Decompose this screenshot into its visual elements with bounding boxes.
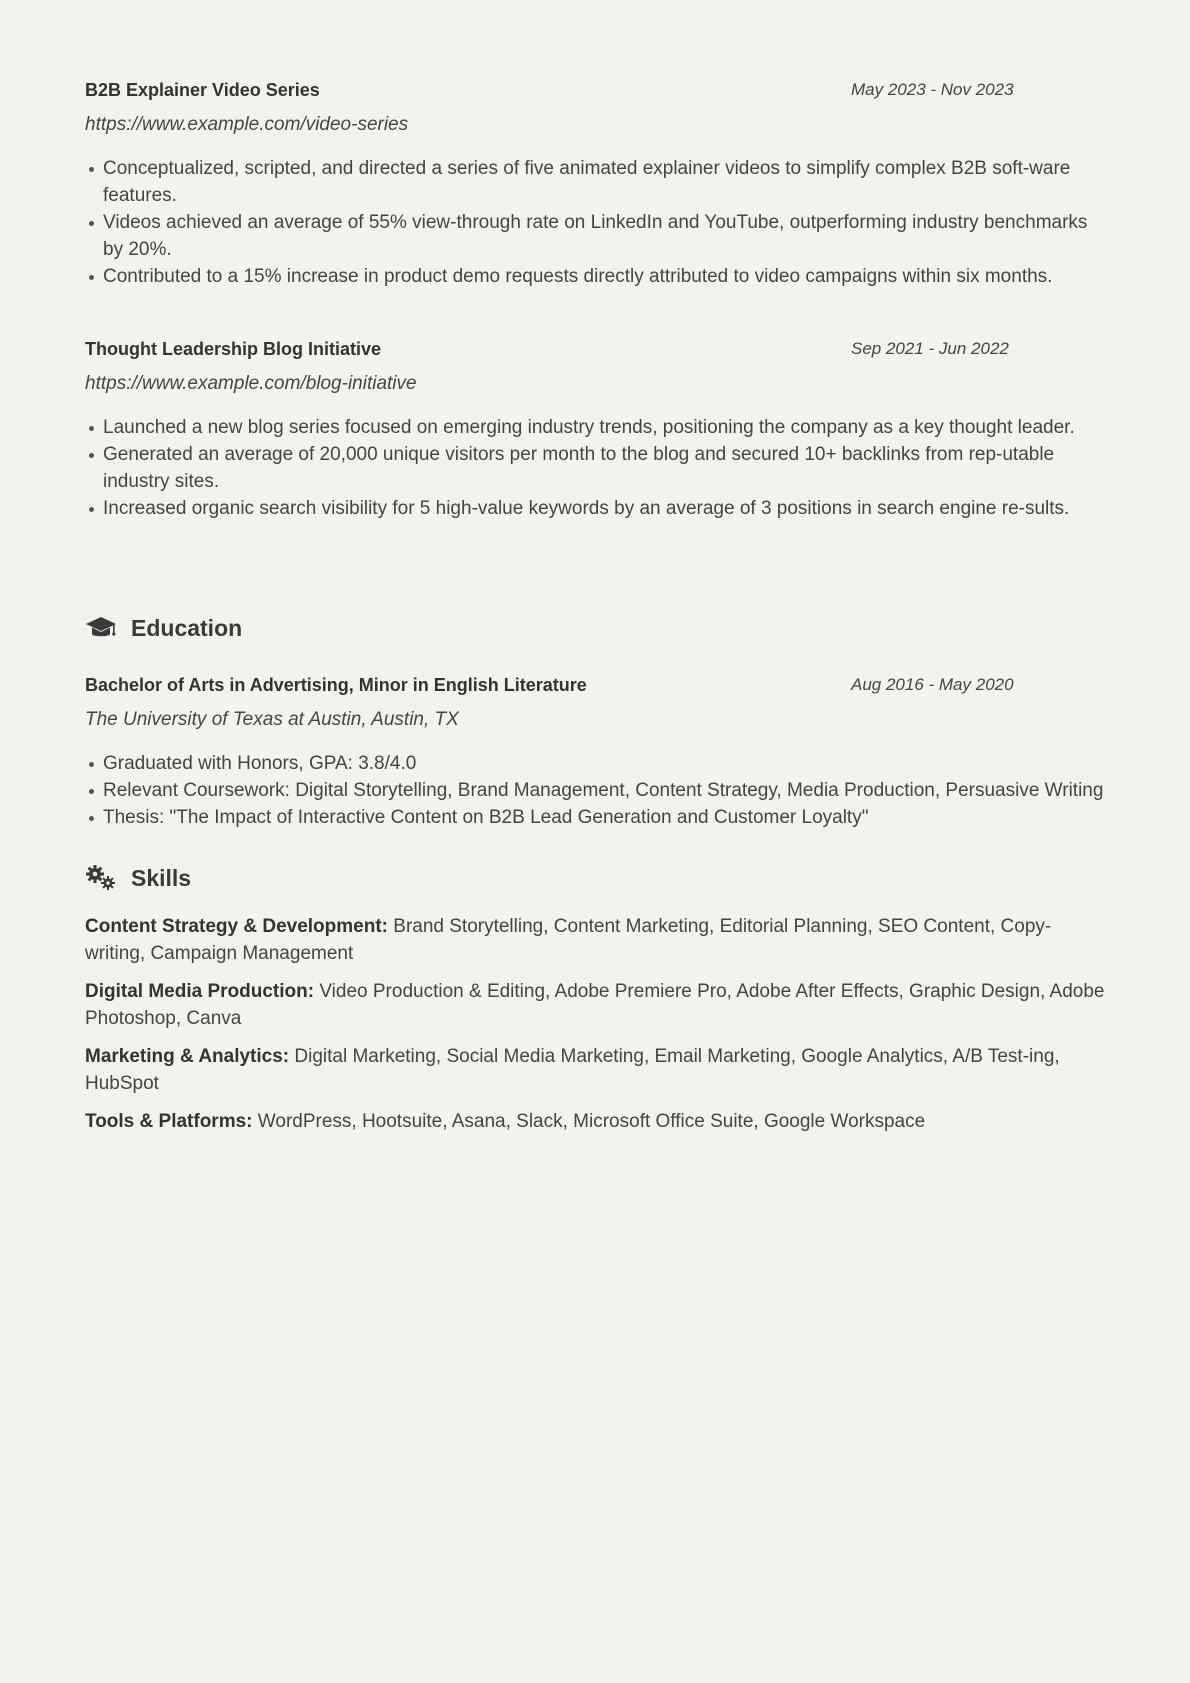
skill-value: Video Production & Editing, Adobe Premiere Pro, Adobe After Effects, Graphic Design, Adobe Photoshop, Canva xyxy=(85,981,1105,1029)
bullet-item: Relevant Coursework: Digital Storytelling, Brand Management, Content Strategy, Media Production, Persuasive Writing xyxy=(103,777,1105,804)
project-date: May 2023 - Nov 2023 xyxy=(851,80,1014,99)
bullet-item: Graduated with Honors, GPA: 3.8/4.0 xyxy=(103,750,1105,777)
skills-list xyxy=(85,913,1105,1135)
bullet-item: Thesis: "The Impact of Interactive Content on B2B Lead Generation and Customer Loyalty" xyxy=(103,804,1105,831)
bullet-item: Increased organic search visibility for 5 high-value keywords by an average of 3 positions in search engine re-sults. xyxy=(103,495,1105,522)
skill-value: WordPress, Hootsuite, Asana, Slack, Microsoft Office Suite, Google Workspace xyxy=(257,1111,926,1132)
skills-heading: Skills xyxy=(131,864,192,891)
school-name: The University of Texas at Austin, Austin, TX xyxy=(85,709,459,730)
skills-section-header xyxy=(85,861,1105,895)
education-header xyxy=(85,673,1105,703)
gears-icon xyxy=(85,864,117,892)
project-title: B2B Explainer Video Series xyxy=(85,80,320,100)
project-entry xyxy=(85,78,1105,321)
education-bullets xyxy=(85,750,1105,831)
education-heading: Education xyxy=(131,614,243,641)
project-entry xyxy=(85,337,1105,578)
project-url[interactable]: https://www.example.com/blog-initiative xyxy=(85,373,417,394)
project-date: Sep 2021 - Jun 2022 xyxy=(851,339,1009,358)
skill-label: Digital Media Production: xyxy=(85,981,315,1002)
bullet-item: Launched a new blog series focused on emerging industry trends, positioning the company as a key thought leader. xyxy=(103,414,1105,441)
skill-row xyxy=(85,1108,1105,1135)
degree-title: Bachelor of Arts in Advertising, Minor in English Literature xyxy=(85,675,587,695)
skill-value: Digital Marketing, Social Media Marketing, Email Marketing, Google Analytics, A/B Test-ing, HubSpot xyxy=(85,1046,1060,1094)
skill-row xyxy=(85,1043,1105,1097)
education-entry xyxy=(85,673,1105,831)
project-title: Thought Leadership Blog Initiative xyxy=(85,339,382,359)
project-header xyxy=(85,337,1105,367)
bullet-item: Contributed to a 15% increase in product demo requests directly attributed to video campaigns within six months. xyxy=(103,263,1105,290)
project-header xyxy=(85,78,1105,108)
project-bullets xyxy=(85,155,1105,290)
bullet-item: Conceptualized, scripted, and directed a series of five animated explainer videos to simplify complex B2B soft-ware features. xyxy=(103,155,1105,209)
project-url[interactable]: https://www.example.com/video-series xyxy=(85,114,409,135)
skill-value: Brand Storytelling, Content Marketing, Editorial Planning, SEO Content, Copy-writing, Campaign Management xyxy=(85,916,1052,964)
skill-label: Marketing & Analytics: xyxy=(85,1046,290,1067)
bullet-item: Generated an average of 20,000 unique visitors per month to the blog and secured 10+ backlinks from rep-utable industry sites. xyxy=(103,441,1105,495)
skill-label: Tools & Platforms: xyxy=(85,1111,253,1132)
graduation-cap-icon xyxy=(85,614,117,642)
skill-row xyxy=(85,978,1105,1032)
skill-row xyxy=(85,913,1105,967)
skill-label: Content Strategy & Development: xyxy=(85,916,388,937)
project-bullets xyxy=(85,414,1105,522)
bullet-item: Videos achieved an average of 55% view-through rate on LinkedIn and YouTube, outperforming industry benchmarks by 20%. xyxy=(103,209,1105,263)
education-date: Aug 2016 - May 2020 xyxy=(851,675,1014,694)
education-section-header xyxy=(85,611,1105,645)
